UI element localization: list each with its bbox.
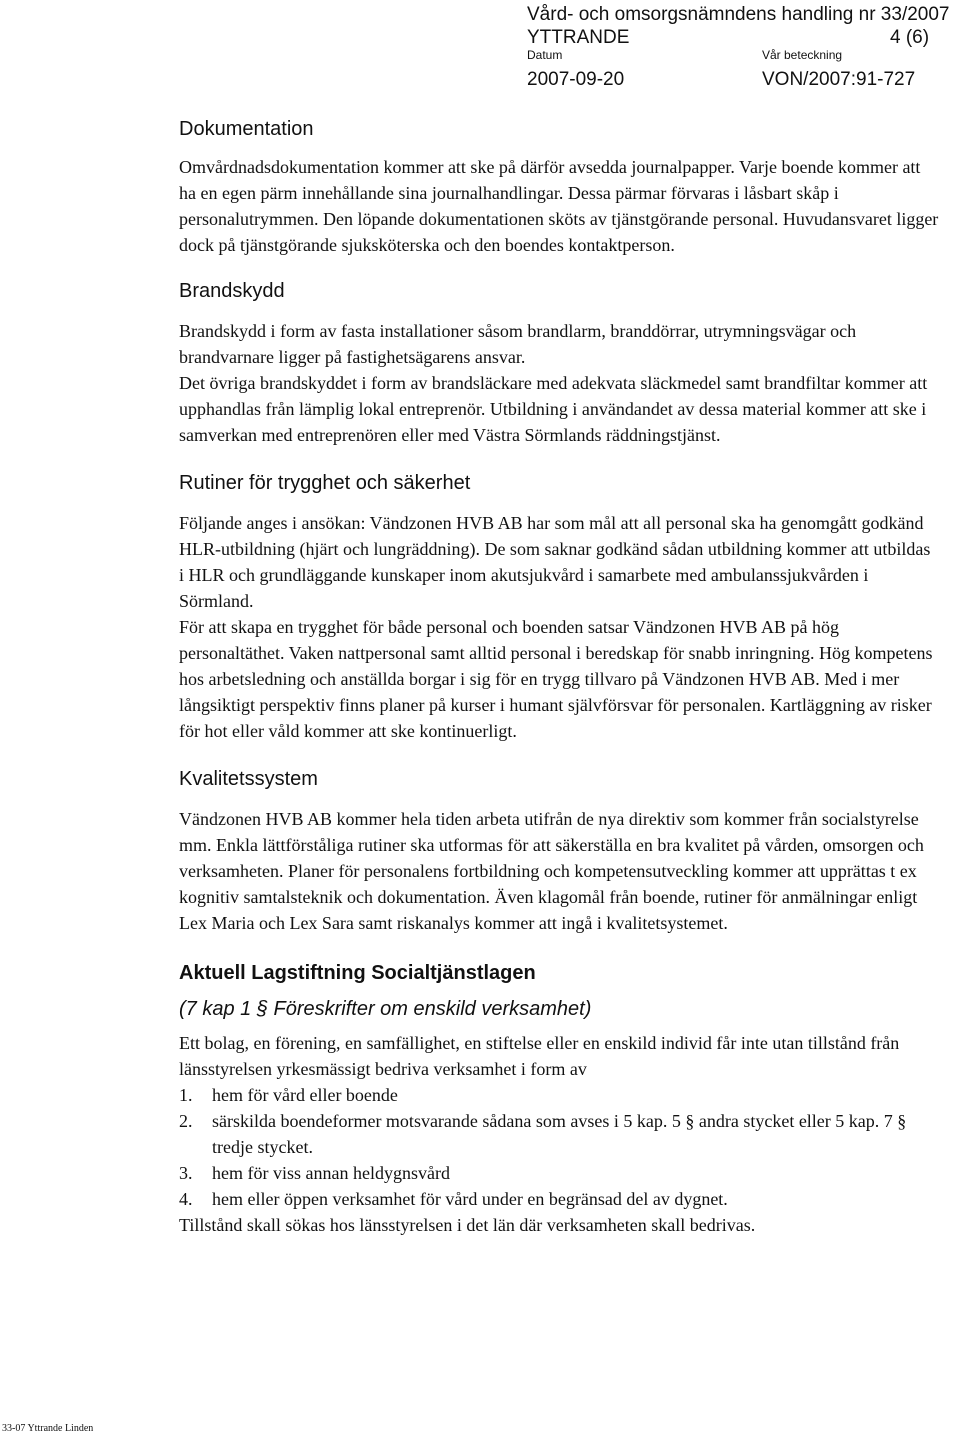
rutiner-paragraph-1: Följande anges i ansökan: Vändzonen HVB AB har som mål att all personal ska ha genomgått godkänd HLR-utbildning (hjärt och lungräddning). De som saknar godkänd sådan utbildning kommer att utbildas i HLR och grundläggande kunskaper inom akutsjukvård i samarbete med ambulanssjukvården i Sörmland. bbox=[179, 513, 931, 611]
dokumentation-text: Omvårdnadsdokumentation kommer att ske på därför avsedda journalpapper. Varje boende kommer att ha en egen pärm innehållande sina journalhandlingar. Dessa pärmar förvaras i låsbart skåp i personalutrymmen. Den löpande dokumentationen sköts av tjänstgörande personal. Huvudansvaret ligger dock på tjänstgörande sjuksköterska och den boendes kontaktperson. bbox=[179, 157, 939, 255]
heading-rutiner: Rutiner för trygghet och säkerhet bbox=[179, 472, 471, 494]
footer-filename: 33-07 Yttrande Linden bbox=[2, 1423, 94, 1434]
page-number: 4 (6) bbox=[890, 27, 930, 48]
lagstiftning-intro: Ett bolag, en förening, en samfällighet, en stiftelse eller en enskild individ får inte utan tillstånd från länsstyrelsen yrkesmässigt bedriva verksamhet i form av bbox=[179, 1033, 900, 1079]
document-type: YTTRANDE bbox=[527, 27, 630, 48]
handling-number: Vård- och omsorgsnämndens handling nr 33/2007 bbox=[527, 4, 950, 25]
kvalitet-paragraph: Vändzonen HVB AB kommer hela tiden arbeta utifrån de nya direktiv som kommer från socialstyrelse mm. Enkla lättförståliga rutiner ska utformas för att säkerställa en bra kvalitet på vården, omsorgen och verksamheten. Planer för personalens fortbildning och kompetensutveckling kommer att upprättas t ex kognitiv samtalsteknik och dokumentation. Även klagomål från boende, rutiner för anmälningar enligt Lex Maria och Lex Sara samt riskanalys kommer att ingå i kvalitetsystemet. bbox=[179, 809, 924, 933]
brandskydd-paragraph-1: Brandskydd i form av fasta installationer såsom brandlarm, branddörrar, utrymningsvägar och brandvarnare ligger på fastighetsägarens ansvar. bbox=[179, 321, 857, 367]
rutiner-paragraph-2: För att skapa en trygghet för både personal och boenden satsar Vändzonen HVB AB på hög personaltäthet. Vaken nattpersonal samt alltid personal i beredskap för snabb inringning. Hög kompetens hos arbetsledning och anställda borgar i sig för en trygg tillvaro på Vändzonen HVB AB. Med i mer långsiktigt perspektiv finns planer på kurser i humant självförsvar för personalen. Kartläggning av risker för hot eller våld kommer att ske kontinuerligt. bbox=[179, 617, 933, 741]
verksamhet-list bbox=[179, 1082, 939, 1212]
date-label: Datum bbox=[527, 48, 563, 62]
list-item: 2. särskilda boendeformer motsvarande sådana som avses i 5 kap. 5 § andra stycket eller 5 kap. 7 § tredje stycket. bbox=[179, 1111, 907, 1157]
lagstiftning-closing: Tillstånd skall sökas hos länsstyrelsen i det län där verksamheten skall bedrivas. bbox=[179, 1215, 756, 1235]
reference-label: Vår beteckning bbox=[762, 48, 843, 62]
list-item: 1. hem för vård eller boende bbox=[179, 1085, 398, 1105]
document-date: 2007-09-20 bbox=[527, 69, 625, 90]
document-reference: VON/2007:91-727 bbox=[762, 69, 916, 90]
document-body bbox=[179, 116, 939, 1238]
brandskydd-paragraph-2: Det övriga brandskyddet i form av brandsläckare med adekvata släckmedel samt brandfiltar kommer att upphandlas från lämplig lokal entreprenör. Utbildning i användandet av dessa material kommer att ske i samverkan med entreprenören eller med Västra Sörmlands räddningstjänst. bbox=[179, 373, 928, 445]
lagstiftning-subheading: (7 kap 1 § Föreskrifter om enskild verksamhet) bbox=[179, 998, 592, 1020]
heading-kvalitetssystem: Kvalitetssystem bbox=[179, 768, 318, 790]
heading-lagstiftning: Aktuell Lagstiftning Socialtjänstlagen bbox=[179, 962, 536, 984]
list-item: 3. hem för viss annan heldygnsvård bbox=[179, 1163, 450, 1183]
list-item: 4. hem eller öppen verksamhet för vård under en begränsad del av dygnet. bbox=[179, 1189, 728, 1209]
heading-brandskydd: Brandskydd bbox=[179, 280, 285, 302]
heading-dokumentation: Dokumentation bbox=[179, 118, 314, 140]
